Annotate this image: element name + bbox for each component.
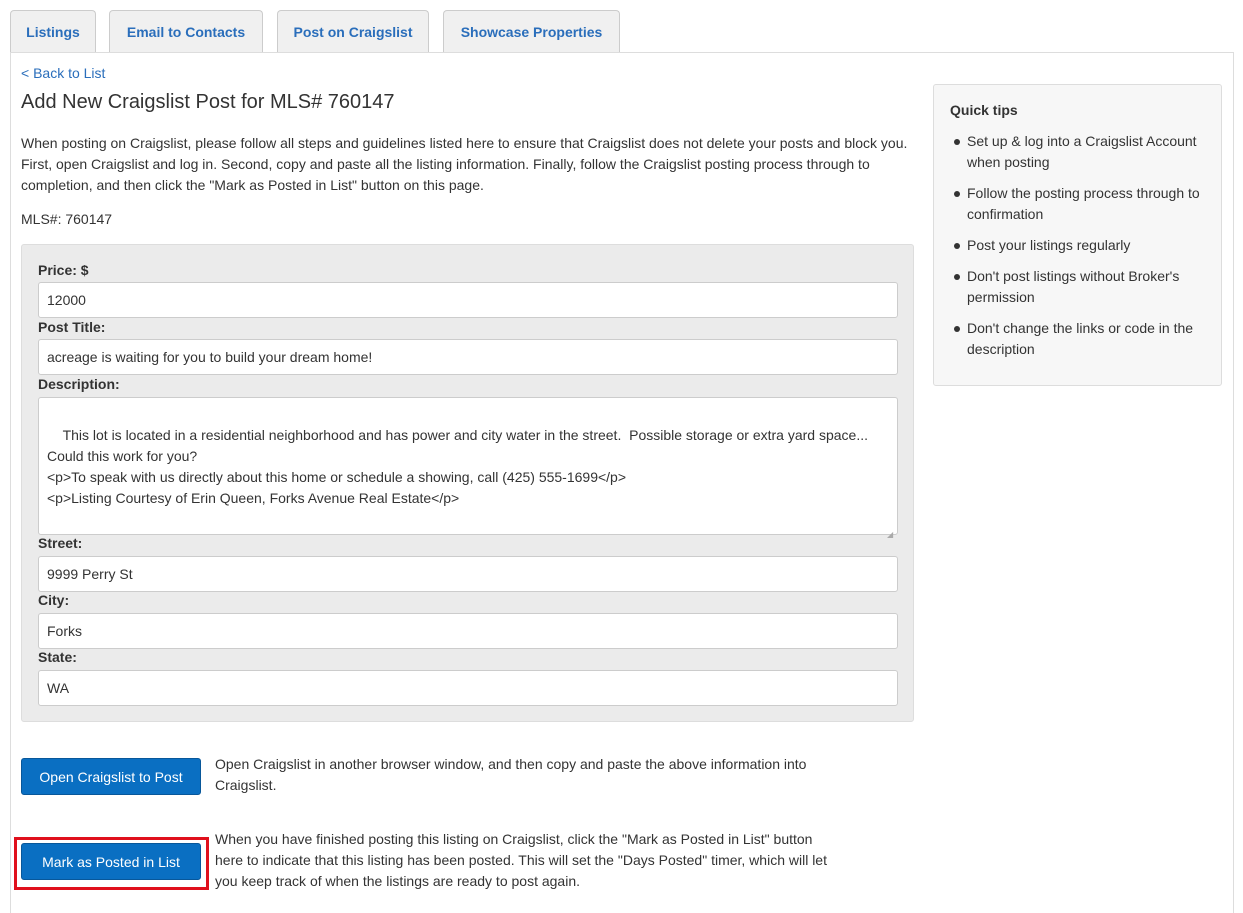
city-label: City: xyxy=(38,592,70,608)
tab-email-to-contacts[interactable]: Email to Contacts xyxy=(109,10,263,52)
price-input[interactable]: 12000 xyxy=(38,282,898,318)
quick-tips-heading: Quick tips xyxy=(950,102,1018,118)
description-textarea[interactable] xyxy=(38,397,898,539)
description-text: This lot is located in a residential neighborhood and has power and city water in the street. Possible storage or extra yard space... Could this work for you? <p>To speak with us directly about this home or schedule a showing, call (425) 555-1699</p> <p>Listing Courtesy of Erin Queen, Forks Avenue Real Estate</p> xyxy=(47,427,869,506)
description-label: Description: xyxy=(38,376,120,392)
list-item: Set up & log into a Craigslist Account when posting xyxy=(950,131,1210,173)
list-item: Post your listings regularly xyxy=(950,235,1210,256)
city-input[interactable]: Forks xyxy=(38,613,898,649)
quick-tips-panel xyxy=(933,84,1222,386)
list-item: Don't post listings without Broker's permission xyxy=(950,266,1210,308)
resize-grip-icon[interactable]: ◢ xyxy=(887,530,894,539)
tab-listings[interactable]: Listings xyxy=(10,10,96,52)
post-title-input[interactable]: acreage is waiting for you to build your dream home! xyxy=(38,339,898,375)
state-label: State: xyxy=(38,649,77,665)
intro-text: When posting on Craigslist, please follow all steps and guidelines listed here to ensure that Craigslist does not delete your posts and block you. First, open Craigslist and log in. Second, copy and paste all the listing information. Finally, follow the Craigslist posting process through to completion, and then click the "Mark as Posted in List" button on this page. xyxy=(21,135,908,193)
tab-post-on-craigslist[interactable]: Post on Craigslist xyxy=(277,10,429,52)
back-to-list-link[interactable]: < Back to List xyxy=(21,65,106,81)
listing-form xyxy=(21,244,914,722)
state-input[interactable]: WA xyxy=(38,670,898,706)
list-item: Follow the posting process through to confirmation xyxy=(950,183,1210,225)
quick-tips-list xyxy=(950,131,1210,370)
post-title-label: Post Title: xyxy=(38,319,106,335)
street-input[interactable]: 9999 Perry St xyxy=(38,556,898,592)
price-label: Price: $ xyxy=(38,262,89,278)
street-label: Street: xyxy=(38,535,83,551)
open-craigslist-description: Open Craigslist in another browser window, and then copy and paste the above information into Craigslist. xyxy=(215,756,807,793)
open-craigslist-button[interactable]: Open Craigslist to Post xyxy=(21,758,201,795)
mls-number: MLS#: 760147 xyxy=(21,211,113,227)
mark-as-posted-button[interactable]: Mark as Posted in List xyxy=(21,843,201,880)
list-item: Don't change the links or code in the description xyxy=(950,318,1210,360)
mark-as-posted-description: When you have finished posting this listing on Craigslist, click the "Mark as Posted in List" button here to indicate that this listing has been posted. This will set the "Days Posted" timer, which will let you keep track of when the listings are ready to post again. xyxy=(215,831,827,889)
tab-showcase-properties[interactable]: Showcase Properties xyxy=(443,10,620,52)
page-title: Add New Craigslist Post for MLS# 760147 xyxy=(21,91,395,113)
